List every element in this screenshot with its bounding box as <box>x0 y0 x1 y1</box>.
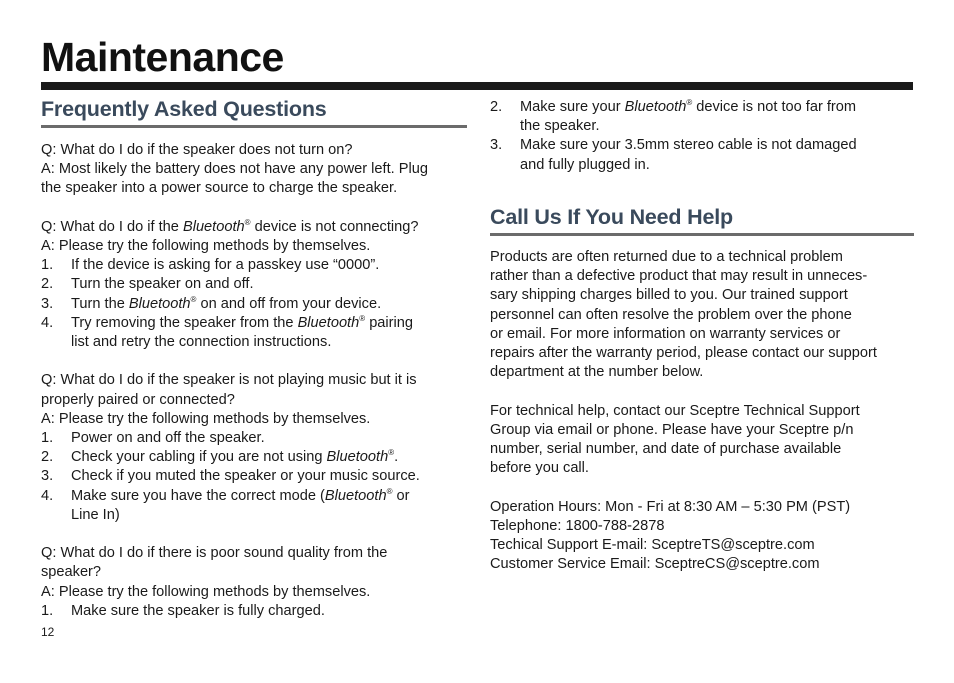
paragraph-line: before you call. <box>490 460 589 477</box>
paragraph-line: number, serial number, and date of purchase available <box>490 441 842 458</box>
faq-section <box>41 97 467 128</box>
page-title: Maintenance <box>41 34 284 80</box>
faq-a3: A: Please try the following methods by themselves. <box>41 410 371 427</box>
faq-a1-line2: the speaker into a power source to charge the speaker. <box>41 180 398 197</box>
paragraph-line: sary shipping charges billed to you. Our trained support <box>490 287 848 304</box>
list-item-continuation: Line In) <box>71 506 120 523</box>
faq-q4-line1: Q: What do I do if there is poor sound quality from the <box>41 545 388 562</box>
paragraph-line: department at the number below. <box>490 364 704 381</box>
list-item: 2. Make sure your Bluetooth® device is not too far from <box>490 98 857 115</box>
list-item: 1. Make sure the speaker is fully charged. <box>41 602 325 619</box>
title-rule <box>41 82 913 90</box>
faq-q4-line2: speaker? <box>41 564 102 581</box>
list-item: 2. Turn the speaker on and off. <box>41 276 254 293</box>
faq-q2: Q: What do I do if the Bluetooth® device is not connecting? <box>41 217 419 235</box>
faq-a4: A: Please try the following methods by themselves. <box>41 583 371 600</box>
page-number: 12 <box>41 625 55 639</box>
tech-support-email: Techical Support E-mail: SceptreTS@sceptre.com <box>490 537 815 554</box>
list-item: 3. Make sure your 3.5mm stereo cable is not damaged <box>490 137 857 154</box>
list-item: 3. Turn the Bluetooth® on and off from your device. <box>41 294 382 312</box>
list-item: 4. Try removing the speaker from the Bluetooth® pairing <box>41 313 414 331</box>
list-item: 1. If the device is asking for a passkey use “0000”. <box>41 257 380 274</box>
paragraph-line: repairs after the warranty period, please contact our support <box>490 345 877 362</box>
paragraph-line: rather than a defective product that may result in unneces- <box>490 268 868 285</box>
faq-q3-line2: properly paired or connected? <box>41 391 235 408</box>
paragraph-line: personnel can often resolve the problem over the phone <box>490 306 852 323</box>
paragraph-line: Group via email or phone. Please have your Sceptre p/n <box>490 421 854 438</box>
paragraph-line: or email. For more information on warranty services or <box>490 325 841 342</box>
operation-hours: Operation Hours: Mon - Fri at 8:30 AM – 5:30 PM (PST) <box>490 498 851 515</box>
faq-heading-rule <box>41 125 467 128</box>
faq-heading: Frequently Asked Questions <box>41 97 327 121</box>
paragraph-line: Products are often returned due to a technical problem <box>490 249 843 265</box>
paragraph-line: For technical help, contact our Sceptre Technical Support <box>490 402 860 419</box>
call-heading: Call Us If You Need Help <box>490 205 733 229</box>
list-item: 3. Check if you muted the speaker or your music source. <box>41 468 420 485</box>
call-body <box>490 248 914 574</box>
faq-q1: Q: What do I do if the speaker does not turn on? <box>41 142 353 158</box>
list-item-continuation: list and retry the connection instructions. <box>71 334 332 351</box>
faq-q3-line1: Q: What do I do if the speaker is not playing music but it is <box>41 372 417 389</box>
list-item-continuation: the speaker. <box>520 118 600 135</box>
list-item: 1. Power on and off the speaker. <box>41 430 265 447</box>
telephone: Telephone: 1800-788-2878 <box>490 517 665 534</box>
call-heading-rule <box>490 233 914 236</box>
faq-a1-line1: A: Most likely the battery does not have any power left. Plug <box>41 161 428 178</box>
list-item: 2. Check your cabling if you are not using Bluetooth®. <box>41 448 399 466</box>
customer-service-email: Customer Service Email: SceptreCS@sceptre.com <box>490 556 820 573</box>
list-item-continuation: and fully plugged in. <box>520 156 650 173</box>
list-item: 4. Make sure you have the correct mode (Bluetooth® or <box>41 486 410 504</box>
faq-body <box>41 141 467 621</box>
call-section <box>490 205 914 236</box>
faq-a2: A: Please try the following methods by themselves. <box>41 238 371 254</box>
faq-continued <box>490 98 914 175</box>
